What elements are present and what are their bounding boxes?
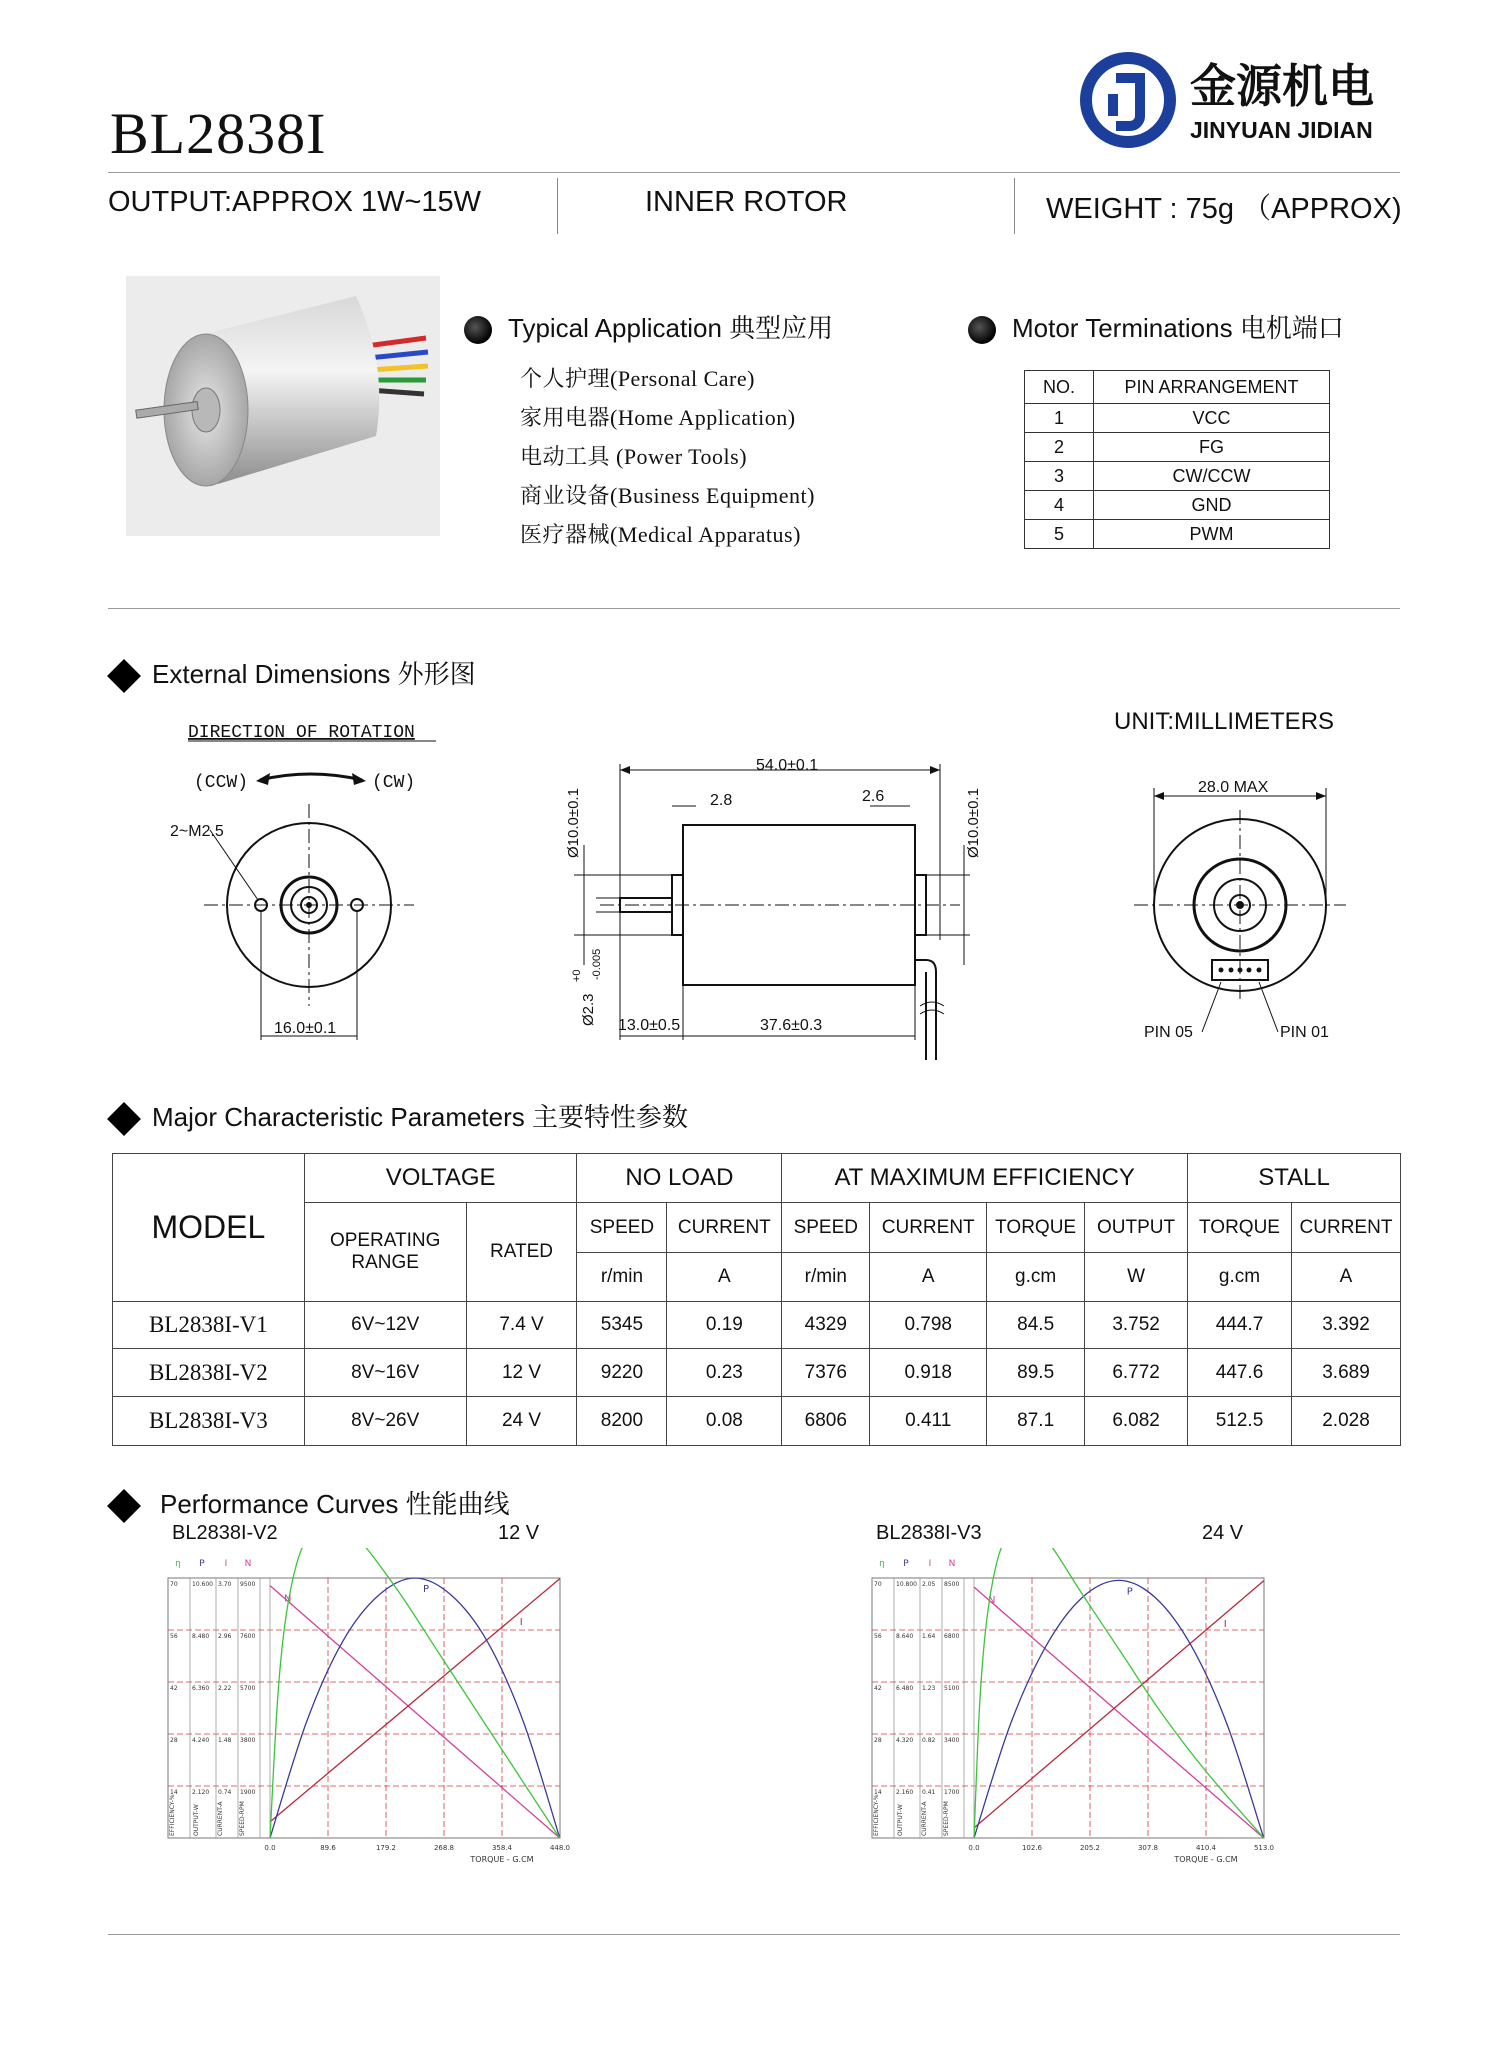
front-view-drawing bbox=[140, 710, 460, 1050]
left-diameter-dimension: Ø10.0±0.1 bbox=[565, 788, 582, 858]
axis-label: SPEED-RPM bbox=[943, 1801, 950, 1836]
axis-label: CURRENT-A bbox=[217, 1801, 224, 1836]
diamond-bullet-icon bbox=[107, 1102, 141, 1136]
x-tick-label: 179.2 bbox=[375, 1844, 397, 1852]
x-axis-label: TORQUE - G.CM bbox=[470, 1855, 534, 1864]
sub-header: CURRENT bbox=[870, 1203, 987, 1253]
scale-tick-label: 70 bbox=[874, 1581, 882, 1588]
table-row bbox=[113, 1397, 1401, 1446]
pin-number: 5 bbox=[1025, 520, 1094, 549]
pin-name: FG bbox=[1094, 433, 1330, 462]
table-cell: 24 V bbox=[466, 1397, 577, 1446]
table-cell: 7376 bbox=[782, 1349, 870, 1397]
x-tick-label: 102.6 bbox=[1021, 1844, 1043, 1852]
scale-tick-label: 28 bbox=[170, 1737, 178, 1744]
rotation-arrow-icon bbox=[260, 774, 362, 780]
hole-callout: 2~M2.5 bbox=[170, 823, 224, 840]
scale-tick-label: 6.480 bbox=[896, 1685, 914, 1692]
rated-header: RATED bbox=[466, 1203, 577, 1302]
rotor-spec: INNER ROTOR bbox=[645, 186, 848, 218]
logo-cn-text: 金源机电 bbox=[1190, 59, 1374, 113]
side-view-drawing bbox=[560, 750, 990, 1070]
table-cell: 6.082 bbox=[1085, 1397, 1188, 1446]
application-item: 商业设备(Business Equipment) bbox=[520, 483, 815, 508]
typical-application-heading bbox=[464, 308, 833, 345]
table-row bbox=[1025, 433, 1330, 462]
scale-tick-label: 0.41 bbox=[922, 1789, 936, 1796]
logo-mark-icon bbox=[1078, 50, 1418, 150]
unit-header: A bbox=[667, 1253, 782, 1302]
scale-tick-label: 4.240 bbox=[192, 1737, 210, 1744]
series-line-eta bbox=[974, 1548, 1264, 1838]
application-item: 家用电器(Home Application) bbox=[520, 405, 796, 430]
x-tick-label: 0.0 bbox=[264, 1844, 276, 1852]
pin-name: PWM bbox=[1094, 520, 1330, 549]
table-cell: 0.798 bbox=[870, 1302, 987, 1349]
axis-label: EFFICIENCY-% bbox=[873, 1794, 880, 1836]
pin05-label: PIN 05 bbox=[1144, 1024, 1193, 1041]
scale-tick-label: 42 bbox=[874, 1685, 882, 1692]
table-row bbox=[1025, 491, 1330, 520]
unit-header: W bbox=[1085, 1253, 1188, 1302]
table-cell: 7.4 V bbox=[466, 1302, 577, 1349]
scale-tick-label: 1900 bbox=[240, 1789, 256, 1796]
scale-tick-label: 2.160 bbox=[896, 1789, 914, 1796]
heading-text: Motor Terminations 电机端口 bbox=[1012, 313, 1344, 343]
pin-name: CW/CCW bbox=[1094, 462, 1330, 491]
scale-tick-label: 6800 bbox=[944, 1633, 960, 1640]
pin-col-header: NO. bbox=[1025, 371, 1094, 404]
table-cell: 8200 bbox=[577, 1397, 667, 1446]
no-load-header: NO LOAD bbox=[577, 1154, 782, 1203]
max-efficiency-header: AT MAXIMUM EFFICIENCY bbox=[782, 1154, 1188, 1203]
scale-tick-label: 2.05 bbox=[922, 1581, 936, 1588]
scale-tick-label: 42 bbox=[170, 1685, 178, 1692]
x-axis-label: TORQUE - G.CM bbox=[1174, 1855, 1238, 1864]
scale-tick-label: 2.96 bbox=[218, 1633, 232, 1640]
scale-tick-label: 1700 bbox=[944, 1789, 960, 1796]
weight-spec: WEIGHT : 75g （APPROX) bbox=[1046, 193, 1402, 225]
application-item: 医疗器械(Medical Apparatus) bbox=[520, 522, 801, 547]
left-step-dimension: 2.8 bbox=[710, 792, 733, 809]
scale-tick-label: 3.70 bbox=[218, 1581, 232, 1588]
scale-tick-label: 9500 bbox=[240, 1581, 256, 1588]
axis-header: P bbox=[903, 1559, 909, 1569]
motor-photo bbox=[126, 276, 440, 536]
application-item: 电动工具 (Power Tools) bbox=[520, 444, 748, 469]
table-cell: 89.5 bbox=[987, 1349, 1085, 1397]
output-spec: OUTPUT:APPROX 1W~15W bbox=[108, 186, 482, 218]
bullet-icon bbox=[464, 316, 492, 344]
x-tick-label: 358.4 bbox=[491, 1844, 513, 1852]
axis-label: OUTPUT-W bbox=[897, 1804, 904, 1836]
sub-header: SPEED bbox=[577, 1203, 667, 1253]
header-separator bbox=[1014, 178, 1015, 234]
max-diameter-dimension: 28.0 MAX bbox=[1198, 779, 1269, 796]
application-item: 个人护理(Personal Care) bbox=[520, 366, 755, 391]
motor-terminations-heading bbox=[968, 308, 1344, 345]
x-tick-label: 205.2 bbox=[1079, 1844, 1101, 1852]
scale-tick-label: 7600 bbox=[240, 1633, 256, 1640]
rear-view-drawing bbox=[1120, 770, 1360, 1050]
pitch-dimension: 16.0±0.1 bbox=[274, 1020, 337, 1037]
chart-model-label: BL2838I-V3 bbox=[876, 1522, 982, 1544]
table-cell: 9220 bbox=[577, 1349, 667, 1397]
sub-header: CURRENT bbox=[1291, 1203, 1400, 1253]
x-tick-label: 268.8 bbox=[433, 1844, 455, 1852]
axis-label: SPEED-RPM bbox=[239, 1801, 246, 1836]
scale-tick-label: 8500 bbox=[944, 1581, 960, 1588]
pin-number: 2 bbox=[1025, 433, 1094, 462]
table-cell: 8V~16V bbox=[304, 1349, 466, 1397]
unit-header: r/min bbox=[782, 1253, 870, 1302]
chart-frame bbox=[168, 1578, 560, 1838]
scale-tick-label: 8.480 bbox=[192, 1633, 210, 1640]
chart-voltage-label: 24 V bbox=[1202, 1522, 1244, 1544]
table-cell: 6V~12V bbox=[304, 1302, 466, 1349]
performance-chart-v3 bbox=[864, 1548, 1284, 1890]
series-label: P bbox=[423, 1584, 430, 1595]
table-cell: 4329 bbox=[782, 1302, 870, 1349]
scale-tick-label: 6.360 bbox=[192, 1685, 210, 1692]
sub-header: TORQUE bbox=[1188, 1203, 1292, 1253]
shaft-tolerance-plus: +0 bbox=[571, 969, 583, 982]
motor-image bbox=[126, 276, 440, 536]
scale-tick-label: 8.640 bbox=[896, 1633, 914, 1640]
scale-tick-label: 70 bbox=[170, 1581, 178, 1588]
table-row bbox=[1025, 462, 1330, 491]
series-label: P bbox=[1126, 1586, 1133, 1598]
scale-tick-label: 1.64 bbox=[922, 1633, 936, 1640]
scale-tick-label: 2.22 bbox=[218, 1685, 232, 1692]
sub-header: SPEED bbox=[782, 1203, 870, 1253]
company-logo bbox=[1078, 50, 1418, 150]
scale-tick-label: 3400 bbox=[944, 1737, 960, 1744]
pin-number: 1 bbox=[1025, 404, 1094, 433]
heading-text: Typical Application 典型应用 bbox=[508, 313, 834, 343]
axis-header: N bbox=[948, 1559, 956, 1569]
series-label: I bbox=[519, 1616, 523, 1628]
table-row bbox=[113, 1302, 1401, 1349]
x-tick-label: 89.6 bbox=[320, 1844, 336, 1852]
shaft-tolerance-minus: -0.005 bbox=[591, 948, 603, 980]
sub-header: OUTPUT bbox=[1085, 1203, 1188, 1253]
chart-voltage-label: 12 V bbox=[498, 1522, 540, 1544]
sub-header: TORQUE bbox=[987, 1203, 1085, 1253]
unit-header: g.cm bbox=[987, 1253, 1085, 1302]
table-cell: 2.028 bbox=[1291, 1397, 1400, 1446]
chart-model-label: BL2838I-V2 bbox=[172, 1522, 278, 1544]
x-tick-label: 448.0 bbox=[549, 1844, 571, 1852]
table-row bbox=[113, 1349, 1401, 1397]
table-cell: 444.7 bbox=[1188, 1302, 1292, 1349]
heading-text: Major Characteristic Parameters 主要特性参数 bbox=[152, 1102, 688, 1132]
performance-heading bbox=[112, 1484, 510, 1521]
series-line-N bbox=[974, 1587, 1264, 1838]
scale-tick-label: 28 bbox=[874, 1737, 882, 1744]
table-cell: 512.5 bbox=[1188, 1397, 1292, 1446]
model-cell: BL2838I-V1 bbox=[113, 1302, 305, 1349]
x-tick-label: 513.0 bbox=[1253, 1844, 1275, 1852]
table-cell: 12 V bbox=[466, 1349, 577, 1397]
right-diameter-dimension: Ø10.0±0.1 bbox=[965, 788, 982, 858]
length-dimension: 54.0±0.1 bbox=[756, 757, 819, 774]
pin01-label: PIN 01 bbox=[1280, 1024, 1329, 1041]
scale-tick-label: 14 bbox=[874, 1789, 882, 1796]
diamond-bullet-icon bbox=[107, 659, 141, 693]
table-cell: 447.6 bbox=[1188, 1349, 1292, 1397]
scale-tick-label: 4.320 bbox=[896, 1737, 914, 1744]
axis-header: N bbox=[244, 1559, 252, 1569]
axis-header: P bbox=[199, 1559, 205, 1569]
pin-name: GND bbox=[1094, 491, 1330, 520]
parameters-heading bbox=[112, 1097, 688, 1134]
footer-divider bbox=[108, 1934, 1400, 1935]
table-cell: 6806 bbox=[782, 1397, 870, 1446]
header-divider-top bbox=[108, 172, 1400, 173]
ccw-label: (CCW) bbox=[194, 773, 249, 793]
table-cell: 6.772 bbox=[1085, 1349, 1188, 1397]
product-title: BL2838I bbox=[110, 101, 327, 166]
axis-label: OUTPUT-W bbox=[193, 1804, 200, 1836]
table-cell: 87.1 bbox=[987, 1397, 1085, 1446]
series-label: I bbox=[1223, 1618, 1227, 1630]
stall-header: STALL bbox=[1188, 1154, 1401, 1203]
series-line-N bbox=[270, 1586, 560, 1838]
table-cell: 0.918 bbox=[870, 1349, 987, 1397]
table-cell: 3.689 bbox=[1291, 1349, 1400, 1397]
pin-col-header: PIN ARRANGEMENT bbox=[1094, 371, 1330, 404]
body-length-dimension: 37.6±0.3 bbox=[760, 1017, 823, 1034]
x-tick-label: 307.8 bbox=[1137, 1844, 1159, 1852]
scale-tick-label: 10.600 bbox=[192, 1581, 213, 1588]
scale-tick-label: 5100 bbox=[944, 1685, 960, 1692]
scale-tick-label: 3800 bbox=[240, 1737, 256, 1744]
pin-number: 4 bbox=[1025, 491, 1094, 520]
x-tick-label: 410.4 bbox=[1195, 1844, 1217, 1852]
scale-tick-label: 1.48 bbox=[218, 1737, 232, 1744]
series-label: N bbox=[284, 1593, 292, 1605]
right-step-dimension: 2.6 bbox=[862, 788, 885, 805]
table-cell: 0.23 bbox=[667, 1349, 782, 1397]
table-cell: 3.752 bbox=[1085, 1302, 1188, 1349]
unit-header: g.cm bbox=[1188, 1253, 1292, 1302]
section-divider bbox=[108, 608, 1400, 609]
unit-header: A bbox=[870, 1253, 987, 1302]
model-cell: BL2838I-V3 bbox=[113, 1397, 305, 1446]
table-row bbox=[1025, 404, 1330, 433]
voltage-header: VOLTAGE bbox=[304, 1154, 577, 1203]
model-header: MODEL bbox=[113, 1154, 305, 1302]
axis-header: η bbox=[879, 1559, 885, 1569]
unit-label: UNIT:MILLIMETERS bbox=[1114, 708, 1335, 735]
axis-header: I bbox=[224, 1559, 228, 1569]
scale-tick-label: 5700 bbox=[240, 1685, 256, 1692]
series-label: N bbox=[988, 1595, 996, 1607]
scale-tick-label: 0.82 bbox=[922, 1737, 936, 1744]
scale-tick-label: 56 bbox=[170, 1633, 178, 1640]
operating-range-header: OPERATING RANGE bbox=[304, 1203, 466, 1302]
sub-header: CURRENT bbox=[667, 1203, 782, 1253]
series-line-I bbox=[974, 1581, 1264, 1828]
table-cell: 0.411 bbox=[870, 1397, 987, 1446]
axis-label: CURRENT-A bbox=[921, 1801, 928, 1836]
axis-header: η bbox=[175, 1559, 181, 1569]
pin-name: VCC bbox=[1094, 404, 1330, 433]
table-cell: 84.5 bbox=[987, 1302, 1085, 1349]
axis-label: EFFICIENCY-% bbox=[169, 1794, 176, 1836]
pin-number: 3 bbox=[1025, 462, 1094, 491]
scale-tick-label: 10.800 bbox=[896, 1581, 917, 1588]
diamond-bullet-icon bbox=[107, 1489, 141, 1523]
x-tick-label: 0.0 bbox=[968, 1844, 980, 1852]
external-dimensions-heading bbox=[112, 654, 476, 691]
scale-tick-label: 2.120 bbox=[192, 1789, 210, 1796]
table-cell: 0.08 bbox=[667, 1397, 782, 1446]
unit-header: A bbox=[1291, 1253, 1400, 1302]
shaft-diameter: Ø2.3 bbox=[580, 993, 597, 1026]
header-separator bbox=[557, 178, 558, 234]
scale-tick-label: 14 bbox=[170, 1789, 178, 1796]
unit-header: r/min bbox=[577, 1253, 667, 1302]
scale-tick-label: 1.23 bbox=[922, 1685, 936, 1692]
logo-en-text: JINYUAN JIDIAN bbox=[1190, 117, 1373, 143]
scale-tick-label: 56 bbox=[874, 1633, 882, 1640]
scale-tick-label: 0.74 bbox=[218, 1789, 232, 1796]
bullet-icon bbox=[968, 316, 996, 344]
heading-text: Performance Curves 性能曲线 bbox=[160, 1489, 510, 1519]
direction-label: DIRECTION OF ROTATION bbox=[188, 723, 415, 743]
table-cell: 8V~26V bbox=[304, 1397, 466, 1446]
shaft-length-dimension: 13.0±0.5 bbox=[618, 1017, 681, 1034]
series-line-P bbox=[974, 1580, 1264, 1838]
performance-chart-v2 bbox=[160, 1548, 580, 1890]
table-cell: 3.392 bbox=[1291, 1302, 1400, 1349]
series-line-eta bbox=[270, 1548, 560, 1838]
chart-frame bbox=[872, 1578, 1264, 1838]
model-cell: BL2838I-V2 bbox=[113, 1349, 305, 1397]
table-row bbox=[1025, 520, 1330, 549]
axis-header: I bbox=[928, 1559, 932, 1569]
table-cell: 0.19 bbox=[667, 1302, 782, 1349]
pin-table bbox=[1024, 370, 1330, 549]
table-cell: 5345 bbox=[577, 1302, 667, 1349]
heading-text: External Dimensions 外形图 bbox=[152, 659, 476, 689]
parameters-table bbox=[112, 1153, 1401, 1446]
cw-label: (CW) bbox=[372, 773, 416, 793]
